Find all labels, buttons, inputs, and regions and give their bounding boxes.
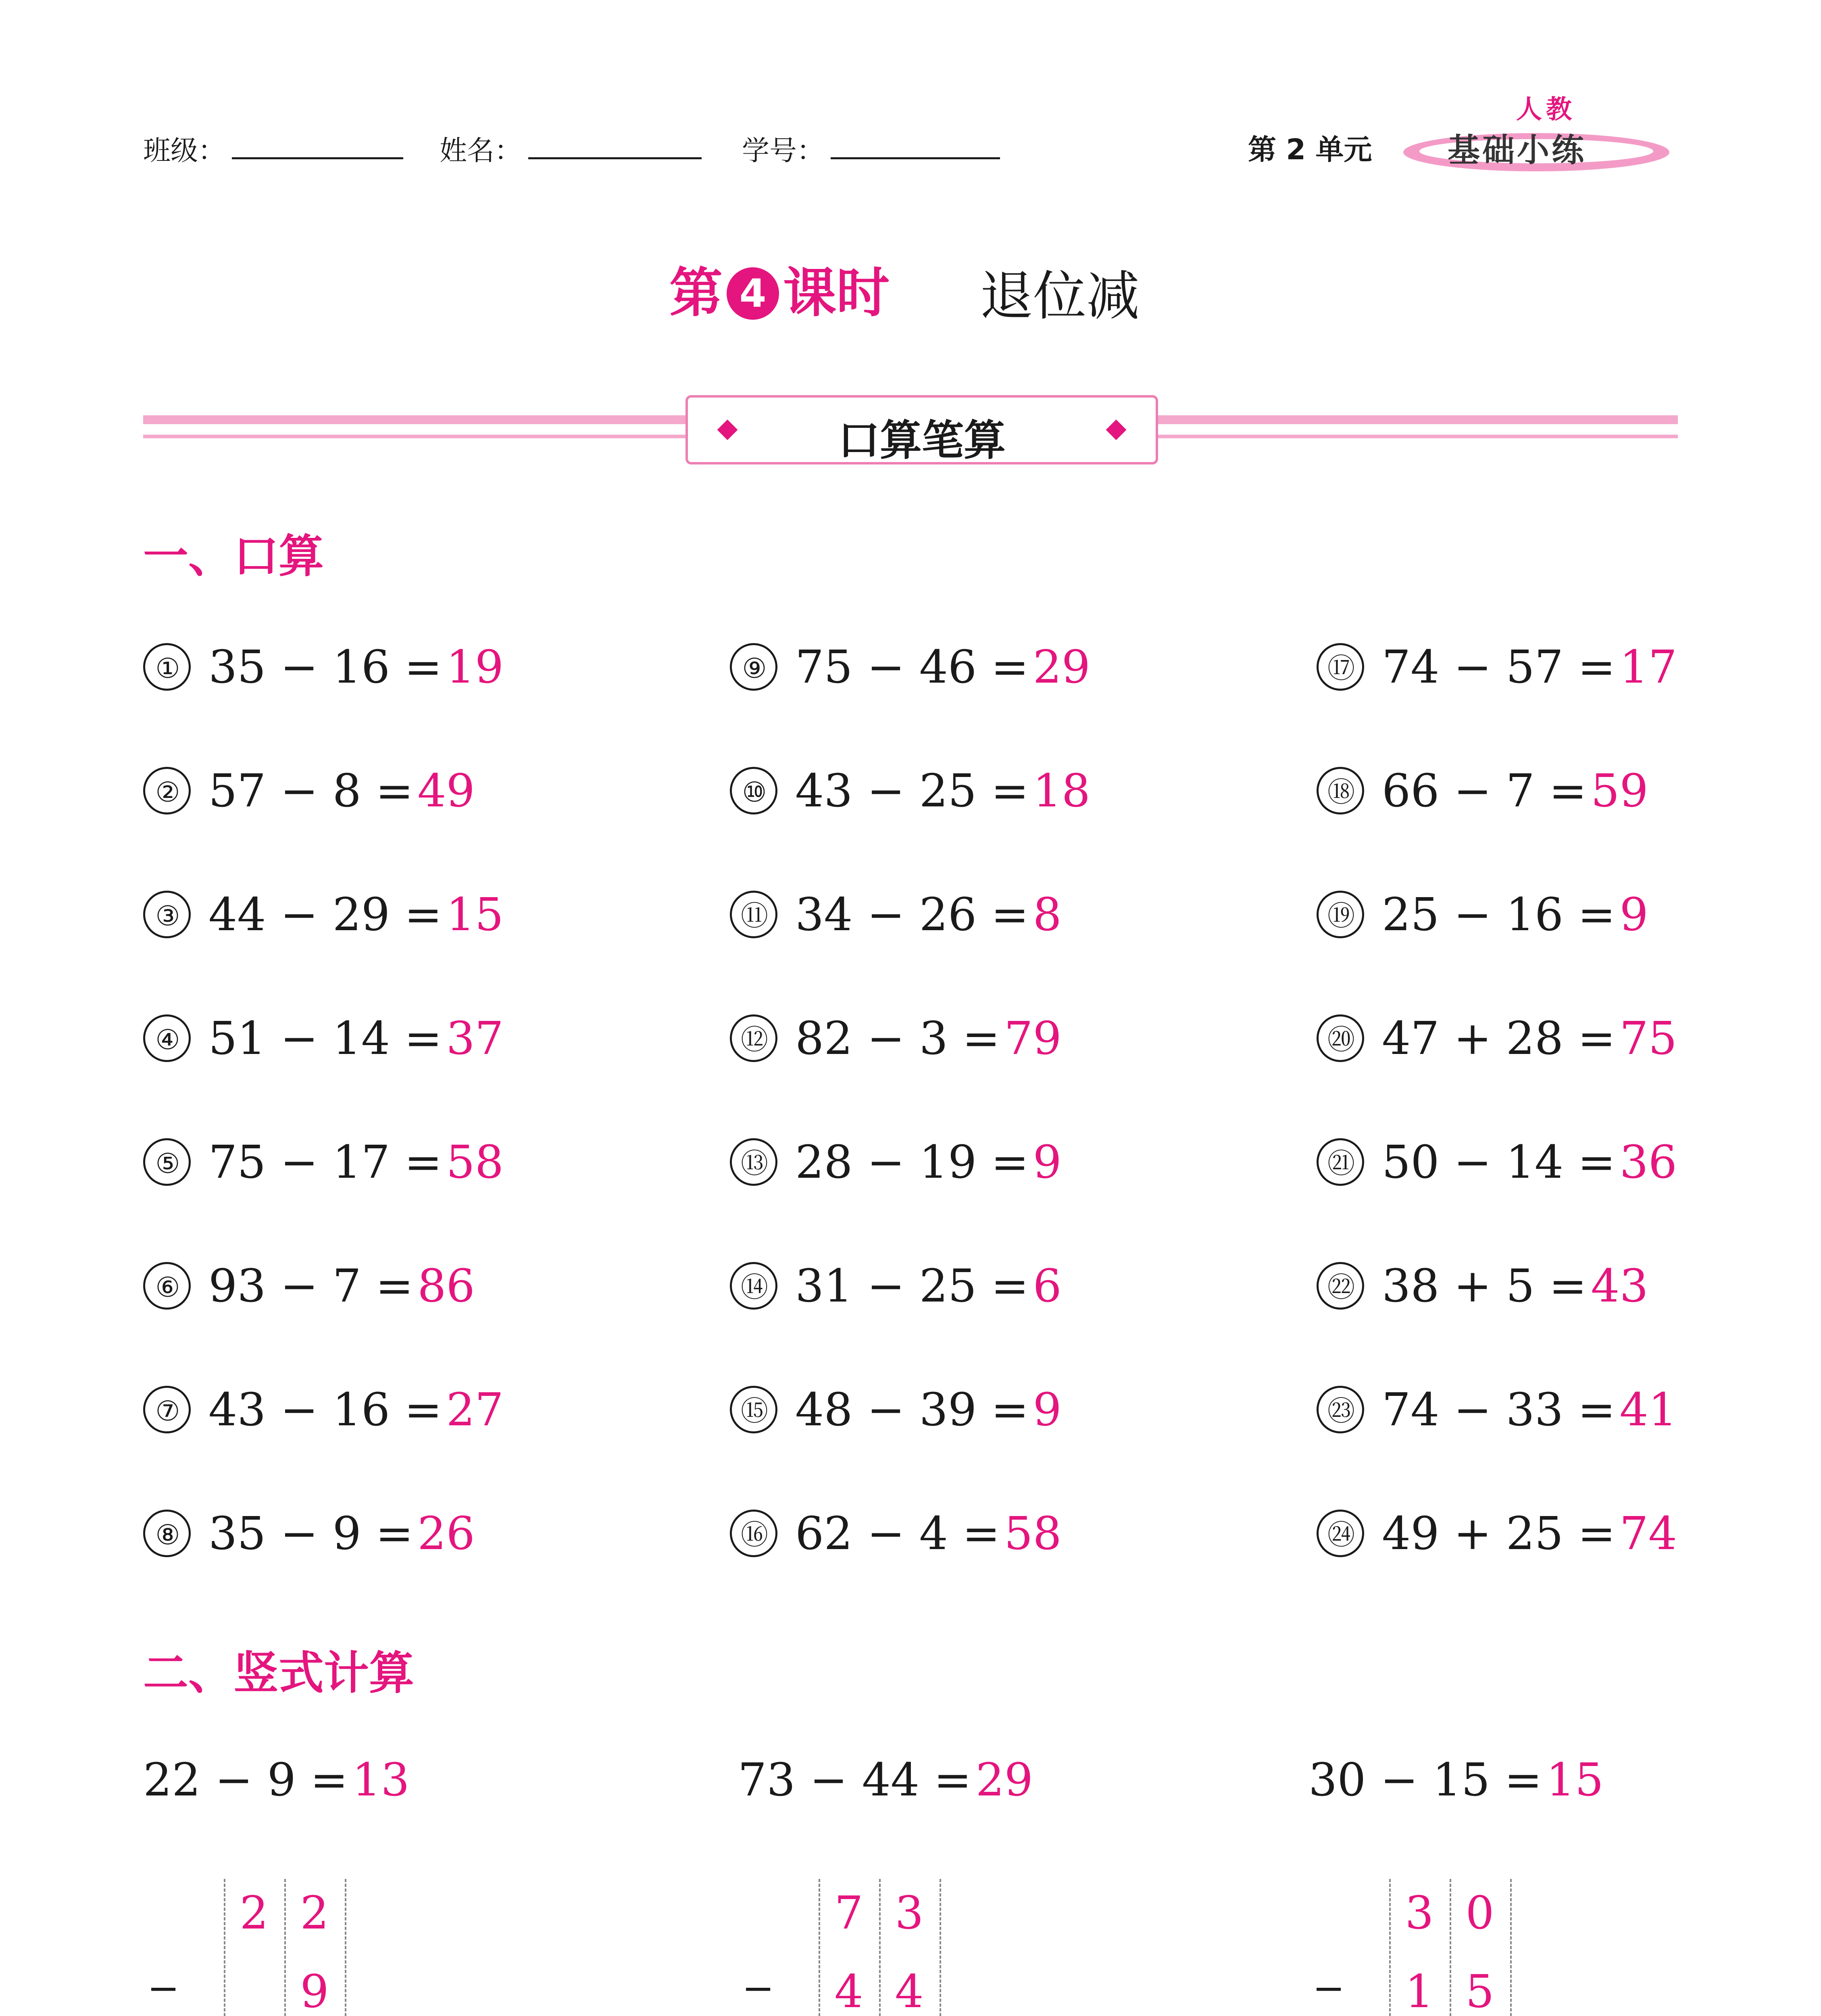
oral-problem [730,1012,1062,1066]
minuend-digit: 2 [240,1887,269,1939]
digit-divider [1510,1879,1512,2016]
problem-answer: 86 [417,1260,475,1312]
problem-number: ⑦ [143,1386,191,1433]
minuend-digit: 3 [895,1887,924,1939]
oral-problem [730,1136,1062,1190]
oral-problem [1317,1012,1677,1066]
problem-number: ⑮ [730,1386,777,1433]
oral-problem [730,1508,1062,1561]
section-2-title: 二、竖式计算 [143,1647,414,1699]
problem-answer: 29 [1033,641,1091,694]
minus-sign: − [147,1966,180,2011]
oral-problem [1317,889,1648,942]
problem-number: ⑩ [730,767,777,814]
problem-expression: 75 − 46 = [795,641,1029,694]
problem-answer: 74 [1619,1508,1677,1560]
problem-number: ⑲ [1317,891,1364,938]
problem-expression: 38 + 5 = [1382,1260,1587,1312]
expression-text: 22 − 9 = [143,1754,348,1806]
problem-expression: 62 − 4 = [795,1508,1000,1560]
oral-problem [1317,641,1677,695]
minuend-digit: 3 [1405,1887,1434,1939]
vertical-problem-expression [143,1754,410,1806]
digit-divider [940,1879,941,2016]
minuend-digit: 2 [300,1887,329,1939]
oral-problem [730,1260,1062,1314]
expression-answer: 15 [1546,1754,1604,1806]
section-1-title: 一、口算 [143,530,324,583]
lesson-title [669,250,890,327]
problem-number: ㉓ [1317,1386,1364,1433]
problem-expression: 82 − 3 = [795,1012,1000,1065]
problem-number: ⑰ [1317,643,1364,691]
problem-answer: 18 [1033,765,1091,817]
problem-expression: 74 − 33 = [1382,1384,1616,1436]
problem-expression: 93 − 7 = [208,1260,414,1312]
subtrahend-digit: 1 [1405,1966,1434,2016]
badge-series: 基础小练 [1448,131,1586,169]
unit-label: 第 2 单元 [1248,133,1372,166]
problem-answer: 27 [446,1384,504,1436]
vertical-problem-expression [738,1754,1033,1806]
id-blank [831,157,1000,159]
problem-expression: 44 − 29 = [208,889,442,941]
subtrahend-digit: 4 [895,1966,924,2016]
lesson-topic: 退位减 [980,265,1140,327]
problem-number: ⑪ [730,891,777,938]
problem-answer: 43 [1591,1260,1648,1312]
problem-number: ⑳ [1317,1014,1364,1062]
banner-bar-right-thin [1156,435,1678,438]
problem-number: ⑬ [730,1138,777,1186]
problem-expression: 57 − 8 = [208,765,414,817]
problem-answer: 36 [1619,1136,1677,1189]
id-label: 学号： [742,135,825,167]
minus-sign: − [742,1966,775,2011]
problem-answer: 6 [1033,1260,1062,1312]
vertical-calculation [734,1879,944,2016]
oral-problem [730,765,1090,818]
problem-expression: 43 − 16 = [208,1384,442,1436]
problem-answer: 19 [446,641,504,694]
problem-number: ㉑ [1317,1138,1364,1186]
series-badge [1395,95,1677,173]
problem-number: ⑤ [143,1138,191,1186]
problem-number: ⑨ [730,643,777,691]
problem-expression: 49 + 25 = [1382,1508,1616,1560]
class-blank [232,157,403,159]
problem-number: ⑫ [730,1014,777,1062]
problem-answer: 75 [1619,1012,1677,1065]
banner-bar-right [1156,415,1678,424]
banner-title: 口算笔算 [838,416,1006,465]
expression-answer: 29 [975,1754,1033,1806]
oral-problem [143,641,504,695]
expression-text: 30 − 15 = [1308,1754,1542,1806]
problem-expression: 66 − 7 = [1382,765,1587,817]
oral-problem [1317,1260,1648,1314]
minus-sign: − [1313,1966,1345,2011]
oral-problem [1317,1384,1677,1437]
minuend-digit: 7 [834,1887,863,1939]
lesson-number-badge: 4 [727,267,779,320]
oral-problem [730,641,1090,695]
oral-problem [143,889,504,942]
oral-problem [730,889,1062,942]
lesson-suffix: 课时 [783,262,890,324]
problem-answer: 59 [1591,765,1648,817]
problem-answer: 58 [446,1136,504,1189]
subtrahend-digit: 5 [1465,1966,1494,2016]
digit-divider [345,1879,346,2016]
problem-expression: 48 − 39 = [795,1384,1029,1436]
problem-answer: 37 [446,1012,504,1065]
problem-answer: 17 [1619,641,1677,694]
name-label: 姓名： [440,135,522,167]
oral-problem [1317,1136,1677,1190]
problem-answer: 26 [417,1508,475,1560]
badge-publisher: 人教 [1516,95,1576,125]
problem-expression: 43 − 25 = [795,765,1029,817]
problem-number: ① [143,643,191,691]
expression-text: 73 − 44 = [738,1754,972,1806]
problem-number: ② [143,767,191,814]
problem-number: ⑱ [1317,767,1364,814]
problem-answer: 9 [1033,1136,1062,1189]
problem-answer: 79 [1004,1012,1062,1065]
oral-problem [1317,765,1648,818]
problem-number: ㉒ [1317,1262,1364,1310]
problem-answer: 8 [1033,889,1062,941]
minuend-digit: 0 [1465,1887,1494,1939]
banner-bar-left [143,415,685,424]
problem-answer: 9 [1033,1384,1062,1436]
problem-answer: 9 [1619,889,1648,941]
subtrahend-digit: 9 [300,1966,329,2016]
problem-expression: 31 − 25 = [795,1260,1029,1312]
problem-expression: 34 − 26 = [795,889,1029,941]
name-blank [528,157,702,159]
problem-expression: 47 + 28 = [1382,1012,1616,1065]
problem-number: ⑧ [143,1510,191,1557]
problem-answer: 58 [1004,1508,1062,1560]
problem-number: ③ [143,891,191,938]
oral-problem [143,1508,475,1561]
problem-expression: 35 − 16 = [208,641,442,694]
subtrahend-digit: 4 [834,1966,863,2016]
class-label: 班级： [143,135,226,167]
vertical-calculation [1304,1879,1514,2016]
lesson-prefix: 第 [669,262,723,324]
problem-expression: 74 − 57 = [1382,641,1616,694]
problem-number: ⑥ [143,1262,191,1310]
problem-answer: 49 [417,765,475,817]
banner-bar-left-thin [143,435,685,438]
vertical-problem-expression [1308,1754,1604,1806]
problem-answer: 41 [1619,1384,1677,1436]
problem-number: ④ [143,1014,191,1062]
vertical-calculation [139,1879,349,2016]
problem-expression: 25 − 16 = [1382,889,1616,941]
problem-expression: 51 − 14 = [208,1012,442,1065]
oral-problem [143,1384,504,1437]
section-banner [685,395,1158,464]
oral-problem [1317,1508,1677,1561]
oral-problem [143,1012,504,1066]
problem-number: ㉔ [1317,1510,1364,1557]
problem-expression: 50 − 14 = [1382,1136,1616,1189]
problem-number: ⑯ [730,1510,777,1557]
problem-expression: 75 − 17 = [208,1136,442,1189]
problem-expression: 28 − 19 = [795,1136,1029,1189]
problem-number: ⑭ [730,1262,777,1310]
oral-problem [143,1136,504,1190]
problem-answer: 15 [446,889,504,941]
problem-expression: 35 − 9 = [208,1508,414,1560]
oral-problem [143,765,475,818]
oral-problem [143,1260,475,1314]
oral-problem [730,1384,1062,1437]
expression-answer: 13 [352,1754,410,1806]
